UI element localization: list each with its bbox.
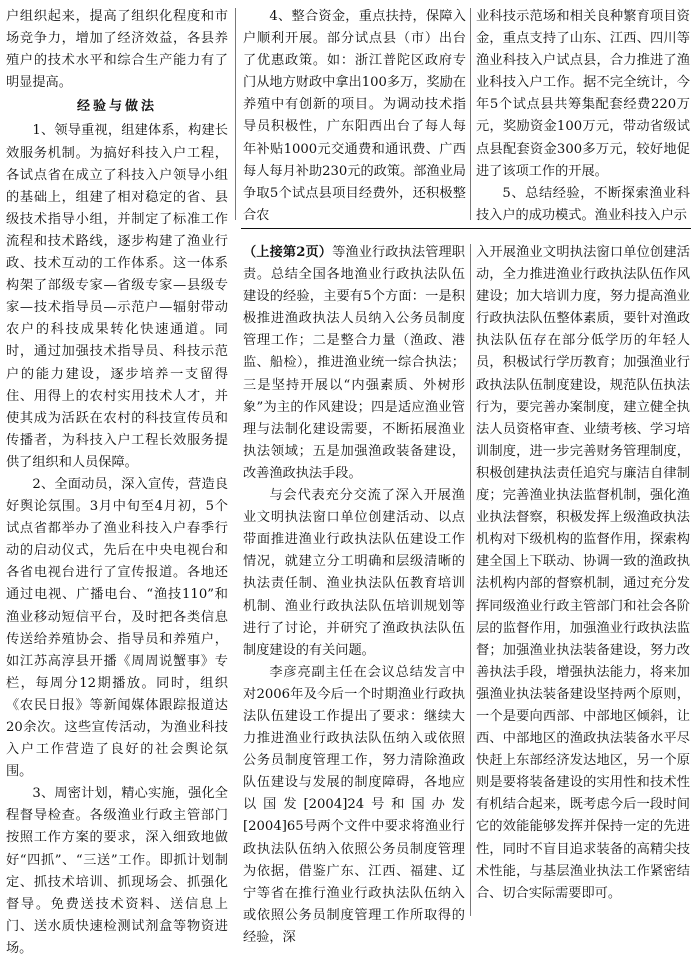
column-2 bbox=[243, 6, 466, 223]
paragraph-3: 3、周密计划，精心实施，强化全程督导检查。各级渔业行政主管部门按照工作方案的要求，深入细致地做好“四抓”、“三送”工作。即抓计划制定、抓技术培训、抓现场会、抓强化督导。免费送技术资料、送信息上门、送水质快速检测试剂盒等物资进场。 bbox=[6, 786, 228, 956]
paragraph-2: 2、全面动员，深入宣传，营造良好舆论氛围。3月中旬至4月初，5个试点省都举办了渔业科技入户春季行动的启动仪式，先后在中央电视台和各省电视台进行了宣传报道。各地还通过电视、广播电台、“渔技110”和渔业移动短信平台，及时把各类信息传送给养殖协会、指导员和养殖户，如江苏高淳县开播《周周说蟹事》专栏，每周分12期播放。同时，组织《农民日报》等新闻媒体跟踪报道达20余次。这些宣传活动，为渔业科技入户工作营造了良好的社会舆论氛围。 bbox=[6, 476, 228, 780]
paragraph-5: 5、总结经验，不断探索渔业科技入户的成功模式。渔业科技入户示 bbox=[476, 185, 690, 223]
section-heading: 经验与做法 bbox=[76, 99, 157, 115]
article-paragraph-1: 等渔业行政执法管理职责。总结全国各地渔业行政执法队伍建设的经验，主要有5个方面：一是积极推进渔政执法人员纳入公务员制度管理工作；二是整合力量（渔政、港监、船检），推进渔业统一综合执法；三是坚持开展以“内强素质、外树形象”为主的作风建设；四是适应渔业管理与法制化建设需要，不断拓展渔业执法领域；五是加强渔政装备建设，改善渔政执法手段。 bbox=[243, 245, 465, 481]
article-paragraph-2: 与会代表充分交流了深入开展渔业文明执法窗口单位创建活动、以点带面推进渔业行政执法队伍建设工作情况，就建立分工明确和层级清晰的执法责任制、渔业执法队伍教育培训机制、渔业行政执法队伍培训规划等进行了讨论，并研究了渔政执法队伍制度建设的有关问题。 bbox=[243, 488, 465, 658]
paragraph-1: 1、领导重视，组建体系，构建长效服务机制。为搞好科技入户工程，各试点省在成立了科技入户领导小组的基础上，组建了相对稳定的省、县级技术指导小组，并制定了标准工作流程和技术路线，逐步构建了渔业行政、技术互动的工作体系。这一体系构架了部级专家—省级专家—县级专家—技术指导员—示范户—辐射带动农户的科技成果转化快速通道。同时，通过加强技术指导员、科技示范户的能力建设，逐步培养一支留得住、用得上的农村实用技术人才，并使其成为活跃在农村的科技宣传员和传播者，为科技入户工程长效服务提供了组织和人员保障。 bbox=[6, 123, 228, 470]
column-1 bbox=[6, 6, 228, 956]
article-paragraph-3: 李彦亮副主任在会议总结发言中对2006年及今后一个时期渔业行政执法队伍建设工作提出了要求：继续大力推进渔业行政执法队伍纳入或依照公务员制度管理工作，努力清除渔政队伍建设与发展的制度障碍，各地应以国发[2004]24号和国办发[2004]65号两个文件中要求将渔业行政执法队伍纳入依照公务员制度管理为依据，借鉴广东、江西、福建、辽宁等省在推行渔业行政执法队伍纳入或依照公务员制度管理工作所取得的经验，深 bbox=[243, 664, 465, 945]
paragraph-4-continued: 业科技示范场和相关良种繁育项目资金，重点支持了山东、江西、四川等渔业科技入户试点县，合力推进了渔业科技入户工作。据不完全统计，今年5个试点县共筹集配套经费220万元，奖励资金100万元，带动省级试点县配套资金300多万元，较好地促进了该项工作的开展。 bbox=[476, 9, 690, 179]
column-4 bbox=[243, 242, 465, 945]
section-divider bbox=[241, 228, 691, 229]
paragraph-4: 4、整合资金，重点扶持，保障入户顺利开展。部分试点县（市）出台了优惠政策。如：浙江普陀区政府专门从地方财政中拿出100多万，奖励在养殖中有创新的项目。为调动技术指导员积极性，广东阳西出台了每人每年补贴1000元交通费和通讯费、广西每人每月补助230元的政策。部渔业局争取5个试点县项目经费外，还积极整合农 bbox=[243, 9, 466, 223]
lead-paragraph: 户组织起来，提高了组织化程度和市场竞争力，增加了经济效益，各县养殖户的技术水平和综合生产能力有了明显提高。 bbox=[6, 9, 228, 91]
column-divider bbox=[235, 8, 236, 220]
continued-from-tag: （上接第2页） bbox=[243, 245, 333, 260]
column-divider bbox=[470, 244, 471, 916]
column-divider bbox=[470, 8, 471, 220]
column-3 bbox=[476, 6, 690, 223]
column-5 bbox=[476, 242, 690, 918]
article-paragraph-4: 入开展渔业文明执法窗口单位创建活动，全力推进渔业行政执法队伍作风建设；加大培训力度，努力提高渔业行政执法队伍整体素质，要针对渔政执法队伍存在部分低学历的年轻人员，积极试行学历教育；加强渔业行政执法队伍制度建设，规范队伍执法行为，要完善办案制度，建立健全执法人员资格审查、业绩考核、学习培训制度，进一步完善财务管理制度，积极创建执法责任追究与廉洁自律制度；完善渔业执法监督机制，强化渔业执法督察，积极发挥上级渔政执法机构对下级机构的监督作用，探索构建全国上下联动、协调一致的渔政执法机构内部的督察机制，通过充分发挥同级渔业行政主管部门和社会各阶层的监督作用，加强渔业行政执法监督；加强渔业执法装备建设，努力改善执法手段，增强执法能力，将来加强渔业执法装备建设坚持两个原则，一个是要向西部、中部地区倾斜，让西、中部地区的渔政执法装备水平尽快赶上东部经济发达地区，另一个原则是要将装备建设的实用性和技术性有机结合起来，既考虑今后一段时间它的效能能够发挥并保持一定的先进性，同时不盲目追求装备的高精尖技术性能，与基层渔业执法工作紧密结合、切合实际需要即可。 bbox=[476, 245, 690, 901]
